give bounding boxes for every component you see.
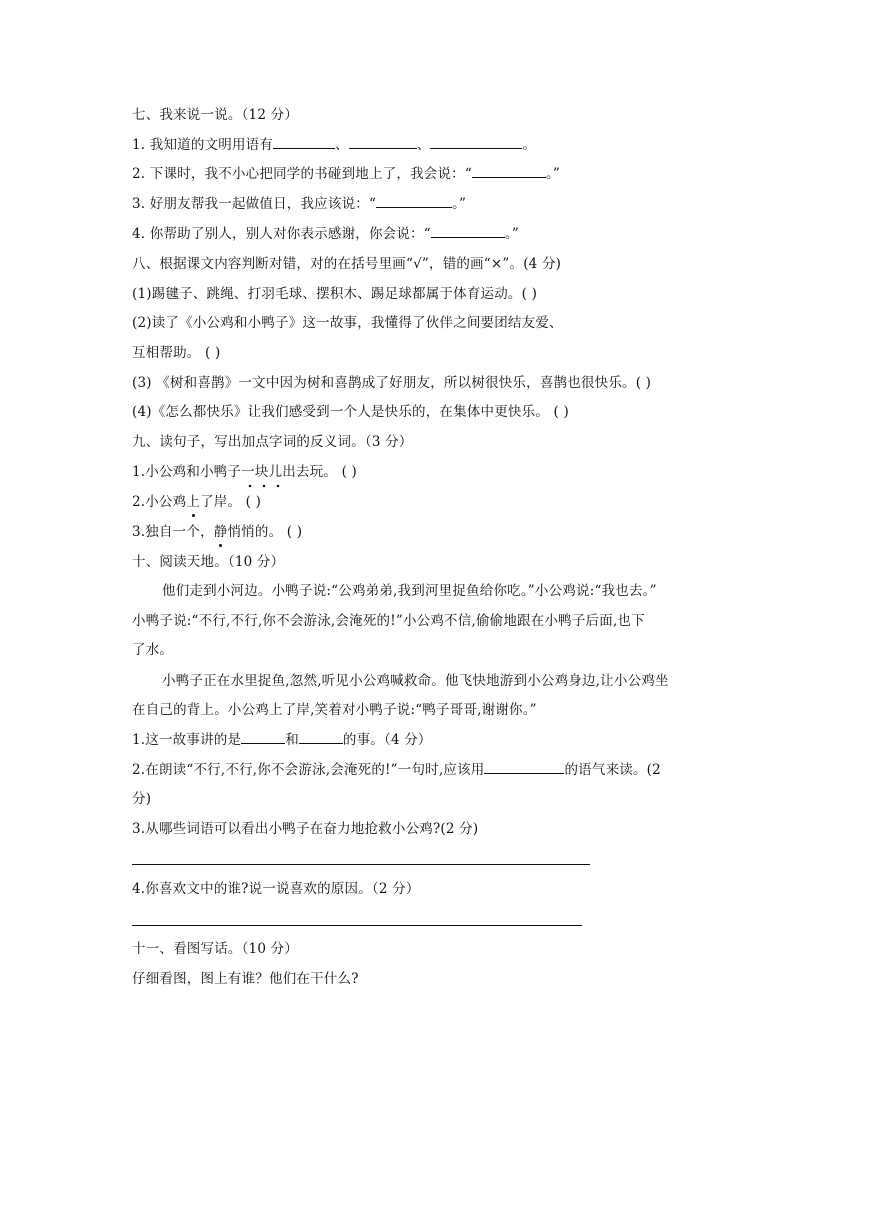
answer-blank[interactable] — [472, 163, 546, 178]
answer-blank-1[interactable] — [273, 134, 335, 149]
answer-line-question-3[interactable] — [132, 864, 590, 865]
question-text: 和 — [285, 732, 299, 748]
section-9-title: 九、读句子，写出加点字词的反义词。（3 分） — [132, 434, 413, 450]
question-text: 2. 下课时，我不小心把同学的书碰到地上了，我会说：“ — [132, 166, 472, 182]
dotted-word: 上 — [186, 491, 200, 513]
sentence-end: 。” — [452, 196, 467, 212]
answer-blank-2[interactable] — [299, 729, 343, 744]
separator: 、 — [335, 137, 349, 153]
question-text: 1. 我知道的文明用语有 — [132, 137, 274, 153]
answer-blank[interactable] — [484, 759, 564, 774]
passage-paragraph-1-line-1: 他们走到小河边。小鸭子说:“公鸡弟弟,我到河里捉鱼给你吃。”小公鸡说:“我也去。” — [162, 583, 657, 599]
section-9-question-3 — [132, 521, 302, 543]
answer-blank-3[interactable] — [430, 134, 522, 149]
section-10-question-3: 3.从哪些词语可以看出小鸭子在奋力地抢救小公鸡?(2 分) — [132, 821, 479, 837]
passage-paragraph-2-line-1: 小鸭子正在水里捉鱼,忽然,听见小公鸡喊救命。他飞快地游到小公鸡身边,让小公鸡坐 — [162, 673, 669, 689]
section-7-question-2 — [132, 163, 560, 185]
passage-paragraph-1-line-2: 小鸭子说:“不行,不行,你不会游泳,会淹死的!”小公鸡不信,偷偷地跟在小鸭子后面,也下 — [132, 613, 645, 629]
question-text: 1.小公鸡和小鸭子 — [132, 464, 242, 480]
sentence-end: 。” — [545, 166, 561, 182]
section-8-question-2-line-1: (2)读了《小公鸡和小鸭子》这一故事，我懂得了伙伴之间要团结友爱、 — [132, 315, 563, 331]
section-8-question-3: (3) 《树和喜鹊》一文中因为树和喜鹊成了好朋友，所以树很快乐，喜鹊也很快乐。( ) — [132, 375, 652, 391]
answer-blank-1[interactable] — [241, 729, 285, 744]
question-text: 悄悄的。 ( ) — [227, 524, 303, 540]
question-text: 4. 你帮助了别人，别人对你表示感谢，你会说：“ — [132, 226, 431, 242]
answer-line-question-4[interactable] — [132, 925, 582, 926]
section-8-question-4: (4)《怎么都快乐》让我们感受到一个人是快乐的，在集体中更快乐。 ( ) — [132, 404, 569, 420]
question-text: 3.独自一个， — [132, 524, 214, 540]
dotted-word: 一块儿 — [241, 461, 282, 483]
question-text: 了岸。 ( ) — [200, 494, 262, 510]
passage-paragraph-2-line-2: 在自己的背上。小公鸡上了岸,笑着对小鸭子说:“鸭子哥哥,谢谢你。” — [132, 702, 537, 718]
answer-blank[interactable] — [431, 223, 505, 238]
question-text: 的事。（4 分） — [342, 732, 432, 748]
section-10-question-4: 4.你喜欢文中的谁?说一说喜欢的原因。（2 分） — [132, 881, 420, 897]
sentence-end: 。 — [522, 137, 537, 153]
question-text: 的语气来读。(2 — [564, 762, 661, 778]
section-7-question-3 — [132, 193, 466, 215]
dotted-word: 静 — [214, 521, 228, 543]
question-text: 2.小公鸡 — [132, 494, 187, 510]
section-8-question-1: (1)踢毽子、跳绳、打羽毛球、摆积木、踢足球都属于体育运动。( ) — [132, 286, 538, 302]
section-9-question-2 — [132, 491, 261, 513]
section-9-question-1 — [132, 461, 357, 483]
section-10-question-1 — [132, 729, 432, 751]
section-8-title: 八、根据课文内容判断对错，对的在括号里画“√”，错的画“×”。(4 分) — [132, 256, 562, 272]
sentence-end: 。” — [504, 226, 519, 242]
passage-paragraph-1-line-3: 了水。 — [132, 642, 174, 658]
section-10-question-2-continued: 分) — [132, 791, 152, 807]
answer-blank-2[interactable] — [349, 134, 417, 149]
question-text: 出去玩。 ( ) — [282, 464, 358, 480]
section-8-question-2-line-2: 互相帮助。 ( ) — [132, 345, 221, 361]
section-7-title: 七、我来说一说。（12 分） — [132, 107, 299, 123]
question-text: 1.这一故事讲的是 — [132, 732, 242, 748]
separator: 、 — [416, 137, 431, 153]
question-text: 3. 好朋友帮我一起做值日，我应该说：“ — [132, 196, 377, 212]
section-10-question-2 — [132, 759, 661, 781]
section-11-title: 十一、看图写话。（10 分） — [132, 941, 299, 957]
section-7-question-1 — [132, 134, 536, 156]
section-11-prompt: 仔细看图，图上有谁？他们在干什么? — [132, 971, 359, 987]
question-text: 2.在朗读“不行,不行,你不会游泳,会淹死的!”一句时,应该用 — [132, 762, 485, 778]
section-7-question-4 — [132, 223, 519, 245]
section-10-title: 十、阅读天地。（10 分） — [132, 554, 285, 570]
answer-blank[interactable] — [376, 193, 452, 208]
